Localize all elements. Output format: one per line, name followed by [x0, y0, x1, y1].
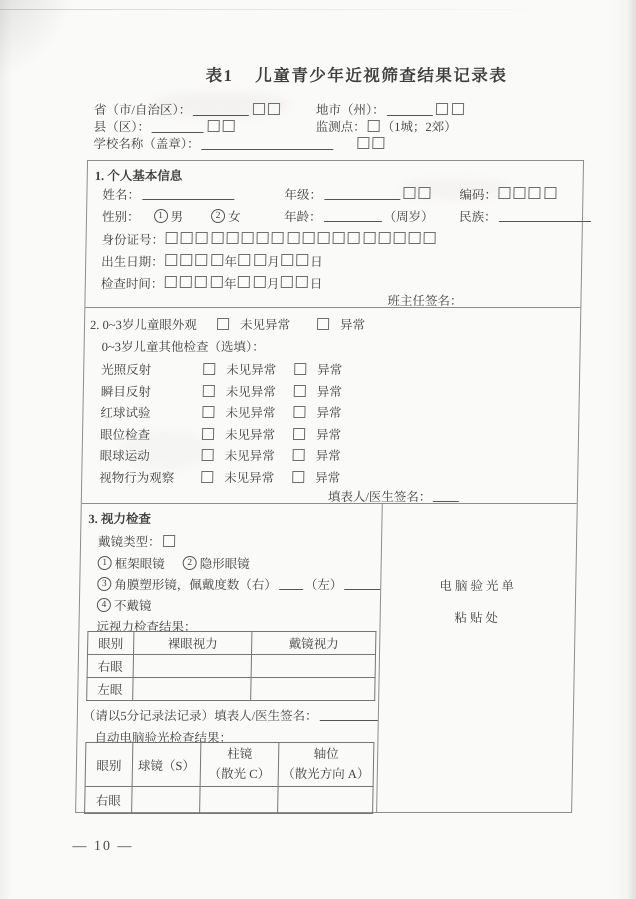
glasses-option-ortho-k: 3 角膜塑形镜，佩戴度数 （右） （左） [97, 575, 382, 593]
checkbox [317, 318, 329, 330]
normal-option: 未见异常 [200, 403, 275, 421]
birth-month-boxes [237, 254, 268, 269]
code-field: 编码： [459, 185, 558, 203]
id-number-boxes [164, 232, 438, 247]
normal-option: 未见异常 [199, 468, 274, 486]
section2-heading: 2. 0~3岁儿童眼外观 [89, 318, 197, 332]
checkbox [238, 276, 250, 288]
eye-appearance-abnormal-option: 异常 [315, 315, 365, 333]
county-blank [152, 121, 204, 133]
checkbox [201, 471, 213, 483]
vision-left-naked-cell [133, 678, 251, 701]
checkbox [514, 187, 526, 199]
checkbox [202, 449, 214, 461]
checkbox [217, 318, 229, 330]
normal-option: 未见异常 [201, 382, 276, 400]
abnormal-option: 异常 [290, 446, 340, 464]
exam-item-label: 瞬目反射 [100, 385, 151, 399]
paste-area-line2: 粘贴处 [454, 611, 502, 625]
county-code-boxes [206, 120, 237, 134]
city-blank [387, 104, 433, 116]
checkbox [419, 187, 431, 199]
table-title: 儿童青少年近视筛查结果记录表 [255, 66, 508, 85]
normal-option: 未见异常 [199, 446, 274, 464]
page-number: — 10 — [72, 839, 134, 854]
age-blank [323, 210, 381, 222]
checkbox [436, 103, 448, 115]
checkbox [293, 449, 305, 461]
ethnic-blank [498, 210, 590, 222]
signature-blank [320, 709, 378, 721]
section2-subheading: 0~3岁儿童其他检查（选填）： [101, 340, 265, 354]
grade-code-boxes [402, 187, 433, 202]
distance-vision-result-label: 远视力检查结果： [96, 620, 197, 634]
checkbox [253, 276, 265, 288]
glasses-option-frame: 1 框架眼镜 [98, 554, 165, 572]
vision-right-naked-cell [133, 655, 251, 678]
header-line-site [316, 117, 457, 135]
checkbox [162, 535, 174, 547]
age-field: 年龄： （周岁） [283, 210, 434, 224]
checkbox [181, 232, 193, 244]
exam-year-boxes [163, 276, 224, 291]
auto-refraction-table [84, 742, 374, 814]
circled-1-icon: 1 [153, 209, 167, 223]
checkbox [544, 187, 556, 199]
refraction-col-eye: 眼别 [85, 743, 133, 787]
circled-2-icon: 2 [183, 556, 197, 570]
checkbox [239, 254, 251, 266]
glasses-type-field: 戴镜类型： [98, 532, 177, 550]
checkbox [195, 276, 207, 288]
exam-item-label: 光照反射 [101, 363, 152, 377]
glasses-option-contact: 2 隐形眼镜 [183, 554, 250, 572]
checkbox [292, 471, 304, 483]
exam-item-label: 视物行为观察 [99, 471, 175, 485]
checkbox [403, 187, 415, 199]
gender-field: 性别： 1 男 2 女 [101, 210, 241, 224]
exam-date-field: 检查时间： 年 月 日 [100, 277, 323, 291]
vision-right-corrected-cell [251, 655, 375, 678]
checkbox [165, 276, 177, 288]
code-boxes [497, 187, 558, 202]
left-degree-blank [344, 578, 380, 590]
vision-row-right-label: 右眼 [87, 655, 133, 678]
table-number: 表1 [205, 66, 234, 85]
exam-month-boxes [236, 276, 267, 291]
checkbox [357, 137, 369, 149]
checkbox [297, 254, 309, 266]
checkbox [294, 385, 306, 397]
school-blank [202, 138, 334, 150]
checkbox [372, 137, 384, 149]
vision-row-left-label: 左眼 [87, 678, 133, 701]
checkbox [318, 232, 330, 244]
checkbox [202, 428, 214, 440]
refraction-right-sphere-cell [132, 787, 200, 814]
refraction-col-cylinder: 柱镜 （散光 C） [200, 743, 279, 787]
checkbox [257, 232, 269, 244]
province-code-boxes [251, 103, 282, 117]
checkbox [165, 254, 177, 266]
section3-heading: 3. 视力检查 [88, 512, 152, 526]
checkbox [293, 428, 305, 440]
exam-item-label: 红球试验 [100, 406, 151, 420]
section-basic-info [85, 161, 583, 308]
site-note: （1城；2郊） [381, 120, 457, 134]
checkbox [226, 232, 238, 244]
checkbox [498, 187, 510, 199]
checkbox [363, 232, 375, 244]
grade-field: 年级： [284, 185, 432, 203]
checkbox [293, 406, 305, 418]
abnormal-option: 异常 [292, 360, 342, 378]
normal-option: 未见异常 [201, 360, 276, 378]
vision-col-naked: 裸眼视力 [134, 632, 252, 655]
id-number-field: 身份证号： [101, 230, 437, 248]
checkbox [207, 120, 219, 132]
auto-refraction-label: 自动电脑验光检查结果： [94, 731, 233, 745]
abnormal-option: 异常 [291, 403, 341, 421]
checkbox [242, 232, 254, 244]
site-label: 监测点： [315, 120, 366, 134]
checkbox [210, 276, 222, 288]
checkbox [368, 120, 380, 132]
section-vision-exam [76, 504, 577, 812]
school-code-boxes [355, 137, 386, 151]
abnormal-option: 异常 [291, 425, 341, 443]
refraction-col-sphere: 球镜（S） [132, 743, 201, 787]
checkbox [223, 120, 235, 132]
checkbox [203, 363, 215, 375]
checkbox [281, 254, 293, 266]
header-line-school [93, 134, 563, 151]
teacher-signature-label: 班主任签名： [387, 294, 463, 308]
grade-blank [324, 188, 400, 200]
checkbox [529, 187, 541, 199]
circled-3-icon: 3 [97, 577, 111, 591]
glasses-option-none: 4 不戴镜 [97, 596, 152, 614]
province-label: 省（市/自治区）： [93, 103, 192, 117]
doctor-signature-field: 填表人/医生签名： [328, 487, 462, 505]
right-degree-blank [279, 578, 303, 590]
checkbox [202, 406, 214, 418]
province-blank [193, 104, 249, 116]
paste-area-line1: 电脑验光单 [439, 579, 518, 593]
checkbox [451, 103, 463, 115]
vision-col-eye: 眼别 [88, 632, 134, 655]
checkbox [180, 254, 192, 266]
distance-vision-table [86, 631, 376, 701]
checkbox [409, 232, 421, 244]
refraction-printout-paste-area [377, 504, 577, 812]
vision-left-corrected-cell [251, 678, 375, 701]
checkbox [268, 103, 280, 115]
birth-date-field: 出生日期： 年 月 日 [101, 255, 323, 269]
refraction-right-cylinder-cell [200, 787, 278, 814]
eye-appearance-normal-option: 未见异常 [215, 315, 290, 333]
checkbox [166, 232, 178, 244]
checkbox [196, 254, 208, 266]
checkbox [281, 276, 293, 288]
name-blank [142, 188, 234, 200]
checkbox [302, 232, 314, 244]
section1-heading: 1. 个人基本信息 [94, 169, 183, 183]
birth-day-boxes [280, 254, 311, 269]
refraction-right-axis-cell [278, 787, 373, 814]
exam-day-boxes [279, 276, 310, 291]
normal-option: 未见异常 [200, 425, 275, 443]
vision-exam-left-column [76, 504, 383, 812]
record-method-signature-field: （请以5分记录法记录） 填表人/医生签名： [83, 706, 380, 724]
abnormal-option: 异常 [290, 468, 340, 486]
city-code-boxes [435, 103, 466, 117]
signature-blank [433, 490, 459, 502]
checkbox [287, 232, 299, 244]
county-label: 县（区）： [93, 120, 151, 134]
header-line-county [94, 117, 564, 134]
circled-1-icon: 1 [98, 556, 112, 570]
name-field: 姓名： [102, 185, 236, 203]
checkbox [196, 232, 208, 244]
checkbox [378, 232, 390, 244]
exam-item-label: 眼位检查 [99, 428, 151, 442]
checkbox [254, 254, 266, 266]
vision-col-corrected: 戴镜视力 [252, 632, 376, 655]
school-label: 学校名称（盖章）： [93, 137, 200, 151]
birth-year-boxes [164, 254, 225, 269]
header-line-province [94, 100, 564, 117]
checkbox [424, 232, 436, 244]
refraction-col-axis: 轴位 （散光方向 A） [278, 743, 374, 787]
checkbox [348, 232, 360, 244]
form-outline-box [75, 160, 584, 813]
exam-item-label: 眼球运动 [99, 449, 150, 463]
refraction-row-right-label: 右眼 [85, 787, 132, 814]
abnormal-option: 异常 [292, 382, 342, 400]
checkbox [296, 276, 308, 288]
checkbox [272, 232, 284, 244]
checkbox [211, 254, 223, 266]
page-title [205, 62, 507, 86]
section-infant-eye-exam [82, 308, 581, 504]
checkbox [180, 276, 192, 288]
checkbox [203, 385, 215, 397]
checkbox [333, 232, 345, 244]
ethnic-field: 民族： [459, 207, 593, 225]
circled-2-icon: 2 [211, 209, 225, 223]
checkbox [253, 103, 265, 115]
checkbox [211, 232, 223, 244]
circled-4-icon: 4 [97, 598, 111, 612]
header-line-city [316, 100, 465, 118]
checkbox [294, 363, 306, 375]
checkbox [393, 232, 405, 244]
city-label: 地市（州）： [315, 103, 385, 117]
